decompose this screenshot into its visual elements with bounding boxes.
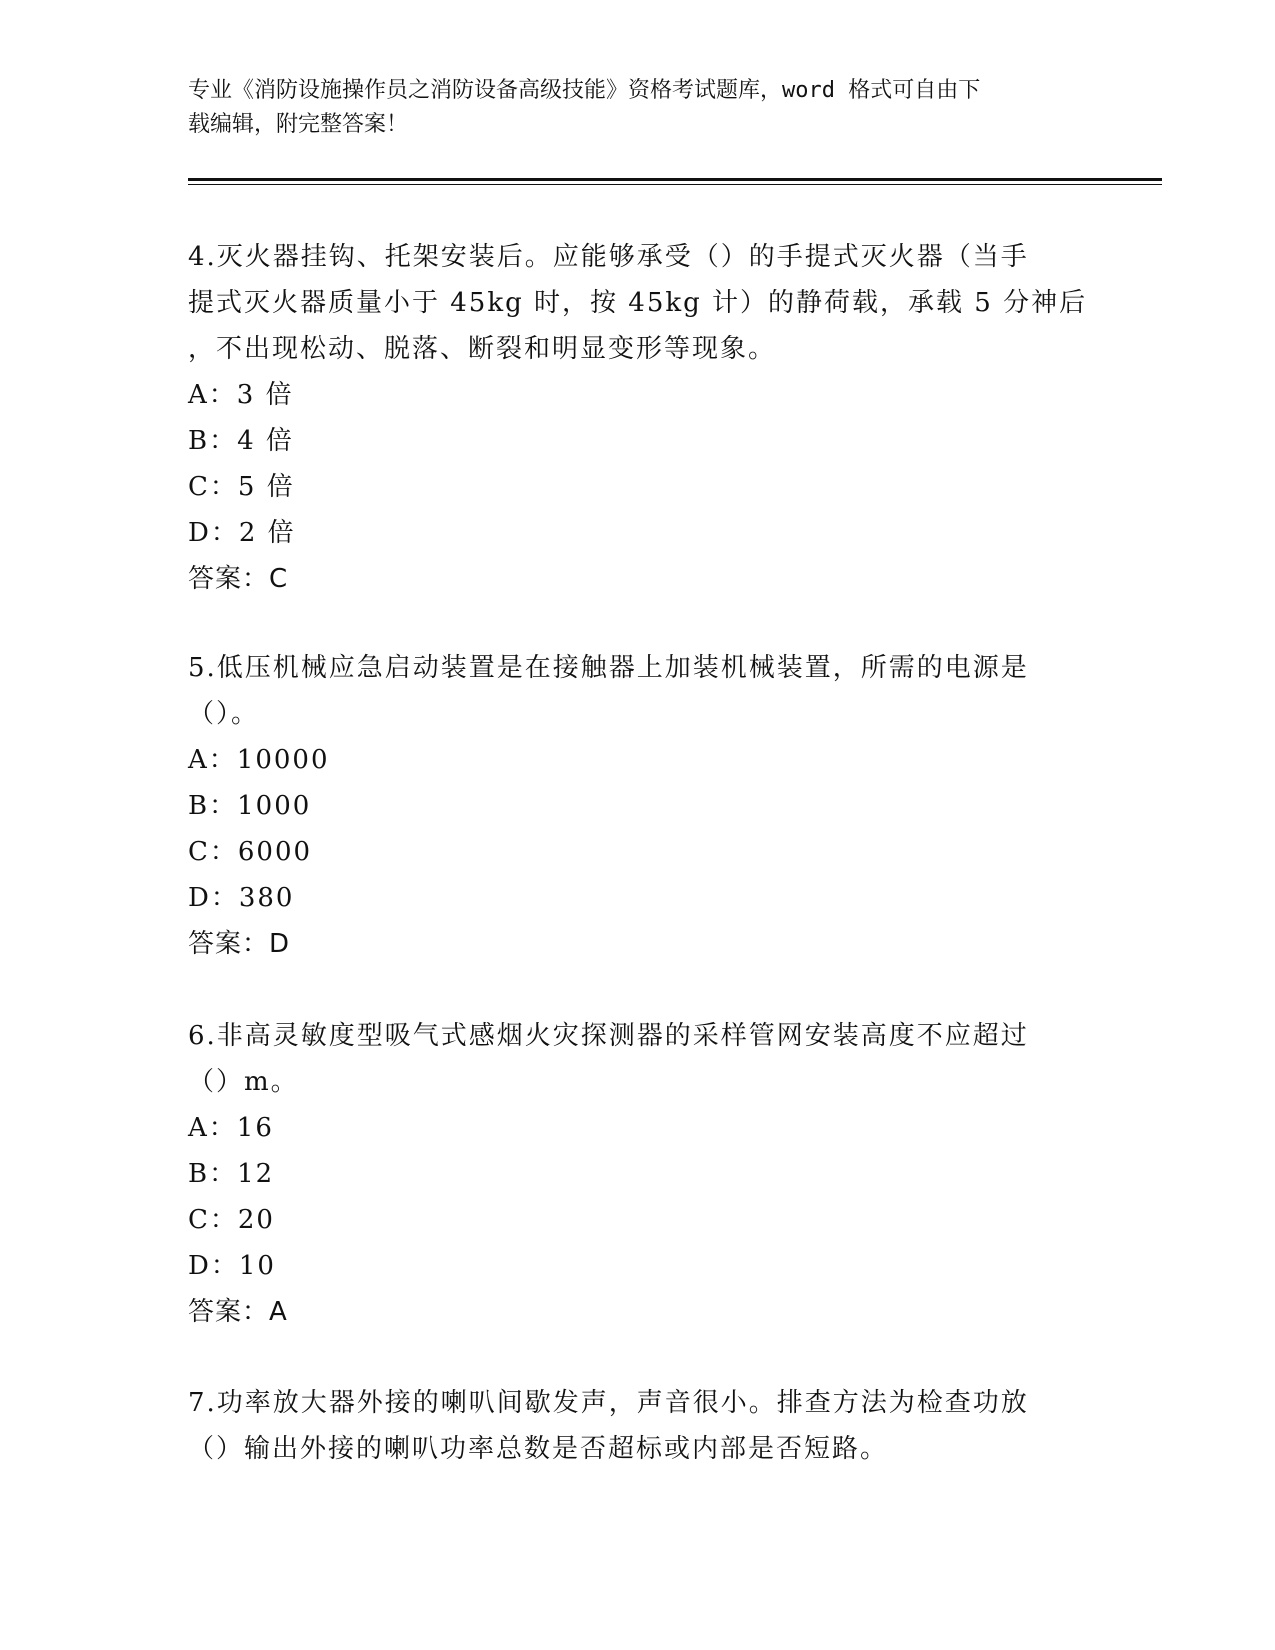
question-5 <box>188 645 1088 967</box>
option-a: A：10000 <box>188 745 330 775</box>
stem-line: 4.灭火器挂钩、托架安装后。应能够承受（）的手提式灭火器（当手 <box>188 242 1029 272</box>
option-c: C：6000 <box>188 837 313 867</box>
stem-line: ，不出现松动、脱落、断裂和明显变形等现象。 <box>188 334 777 364</box>
question-stem <box>188 1380 1088 1472</box>
question-stem <box>188 234 1088 372</box>
question-stem <box>188 1013 1088 1105</box>
option-d: D：380 <box>188 883 295 913</box>
stem-line: （）。 <box>188 699 260 729</box>
stem-line: （）m。 <box>188 1067 299 1097</box>
option-b: B：12 <box>188 1159 275 1189</box>
answer-line: 答案：A <box>188 1297 288 1327</box>
option-c: C：20 <box>188 1205 275 1235</box>
stem-line: 5.低压机械应急启动装置是在接触器上加装机械装置，所需的电源是 <box>188 653 1029 683</box>
stem-line: 提式灭火器质量小于 45kg 时，按 45kg 计）的静荷载，承载 5 分神后 <box>188 288 1088 318</box>
header-divider-thin <box>188 184 1162 185</box>
option-c: C：5 倍 <box>188 472 295 502</box>
option-d: D：2 倍 <box>188 518 296 548</box>
question-4 <box>188 234 1088 602</box>
question-stem <box>188 645 1088 737</box>
stem-line: （）输出外接的喇叭功率总数是否超标或内部是否短路。 <box>188 1434 889 1464</box>
header-divider-thick <box>188 178 1162 181</box>
question-7 <box>188 1380 1088 1472</box>
header-line-2: 载编辑，附完整答案！ <box>188 112 409 137</box>
option-a: A：16 <box>188 1113 274 1143</box>
option-b: B：4 倍 <box>188 426 294 456</box>
header-line-1: 专业《消防设施操作员之消防设备高级技能》资格考试题库，word 格式可自由下 <box>188 78 981 103</box>
question-6 <box>188 1013 1088 1335</box>
answer-line: 答案：D <box>188 929 291 959</box>
option-a: A：3 倍 <box>188 380 294 410</box>
document-header <box>188 74 1088 142</box>
stem-line: 6.非高灵敏度型吸气式感烟火灾探测器的采样管网安装高度不应超过 <box>188 1021 1029 1051</box>
option-d: D：10 <box>188 1251 276 1281</box>
option-b: B：1000 <box>188 791 312 821</box>
stem-line: 7.功率放大器外接的喇叭间歇发声，声音很小。排查方法为检查功放 <box>188 1388 1029 1418</box>
answer-line: 答案：C <box>188 564 289 594</box>
